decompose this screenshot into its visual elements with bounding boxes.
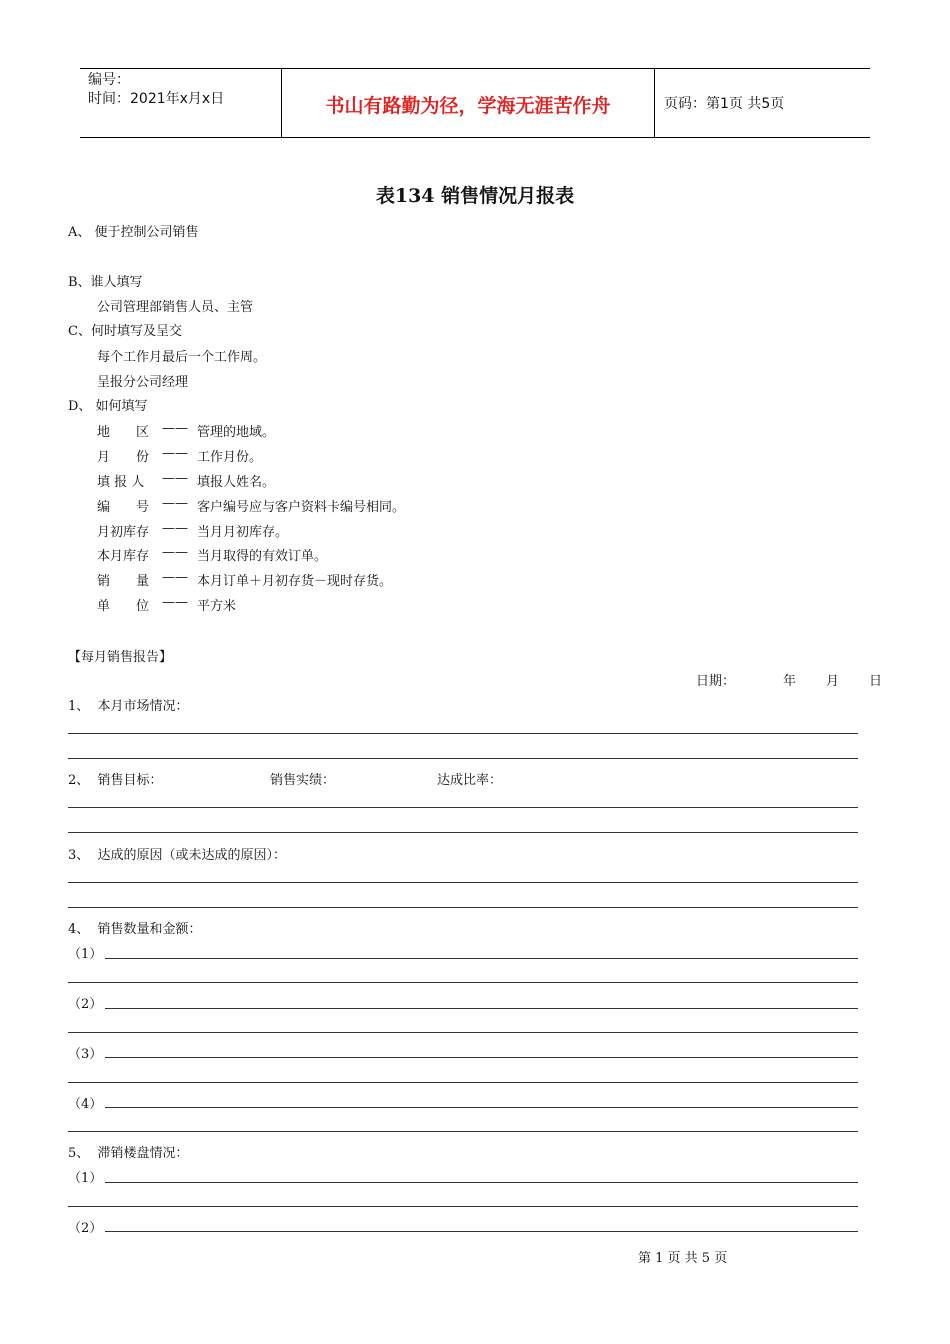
- field-label: 单 位: [97, 599, 150, 614]
- date-label: 日期：: [696, 674, 736, 689]
- section-c-text: 呈报分公司经理: [97, 375, 189, 390]
- field-dash: ——: [162, 446, 188, 461]
- field-desc: 当月月初库存。: [197, 525, 289, 540]
- achievement-rate-label: 达成比率：: [437, 773, 503, 788]
- section-a-heading: A、 便于控制公司销售: [68, 225, 199, 240]
- field-dash: ——: [162, 545, 188, 560]
- report-item-4: 4、 销售数量和金额：: [68, 922, 202, 937]
- field-dash: ——: [162, 570, 188, 585]
- field-label: 填 报 人: [97, 475, 145, 490]
- field-label: 本月库存: [97, 549, 150, 564]
- report-item-5: 5、 滞销楼盘情况：: [68, 1146, 189, 1161]
- field-label: 编 号: [97, 500, 150, 515]
- section-c-text: 每个工作月最后一个工作周。: [97, 350, 267, 365]
- field-desc: 当月取得的有效订单。: [197, 549, 328, 564]
- fill-line[interactable]: [68, 907, 858, 908]
- field-label: 月 份: [97, 450, 150, 465]
- report-item-3: 3、 达成的原因（或未达成的原因）：: [68, 848, 287, 863]
- field-label: 地 区: [97, 425, 150, 440]
- header-left: [88, 71, 224, 109]
- fill-line[interactable]: [68, 882, 858, 883]
- field-desc: 平方米: [197, 599, 237, 614]
- field-label: 销 量: [97, 574, 150, 589]
- field-dash: ——: [162, 471, 188, 486]
- fill-line[interactable]: [68, 1032, 858, 1033]
- field-desc: 工作月份。: [197, 450, 263, 465]
- sub-item-label: （4）: [68, 1097, 103, 1112]
- section-b-text: 公司管理部销售人员、主管: [97, 300, 254, 315]
- field-label: 月初库存: [97, 525, 150, 540]
- sub-item-label: （1）: [68, 947, 103, 962]
- sub-item-label: （2）: [68, 997, 103, 1012]
- sub-item-label: （3）: [68, 1047, 103, 1062]
- section-d-heading: D、 如何填写: [68, 399, 148, 414]
- field-desc: 管理的地域。: [197, 425, 276, 440]
- date-month: 月: [826, 674, 840, 689]
- time-label: 时间：2021年x月x日: [88, 91, 225, 107]
- field-dash: ——: [162, 595, 188, 610]
- fill-line[interactable]: [68, 982, 858, 983]
- field-desc: 填报人姓名。: [197, 475, 276, 490]
- sub-item-label: （2）: [68, 1221, 103, 1236]
- section-b-heading: B、谁人填写: [68, 275, 143, 290]
- fill-line[interactable]: [105, 1008, 858, 1009]
- fill-line[interactable]: [68, 1082, 858, 1083]
- fill-line[interactable]: [105, 1107, 858, 1108]
- fill-line[interactable]: [68, 807, 858, 808]
- sales-actual-label: 销售实绩：: [270, 773, 336, 788]
- document-header: [80, 68, 870, 138]
- header-divider: [654, 69, 655, 137]
- page-title: 表134 销售情况月报表: [375, 185, 575, 207]
- field-dash: ——: [162, 496, 188, 511]
- fill-line[interactable]: [68, 1206, 858, 1207]
- fill-line[interactable]: [68, 1131, 858, 1132]
- number-label: 编号：: [88, 72, 130, 88]
- field-dash: ——: [162, 421, 188, 436]
- fill-line[interactable]: [105, 1182, 858, 1183]
- field-desc: 本月订单＋月初存货－现时存货。: [197, 574, 393, 589]
- fill-line[interactable]: [68, 832, 858, 833]
- report-item-1: 1、 本月市场情况：: [68, 699, 189, 714]
- sub-item-label: （1）: [68, 1171, 103, 1186]
- field-dash: ——: [162, 521, 188, 536]
- field-desc: 客户编号应与客户资料卡编号相同。: [197, 500, 406, 515]
- header-motto: 书山有路勤为径，学海无涯苦作舟: [325, 95, 611, 117]
- fill-line[interactable]: [68, 758, 858, 759]
- section-c-heading: C、何时填写及呈交: [68, 324, 182, 339]
- report-heading: 【每月销售报告】: [68, 650, 173, 665]
- fill-line[interactable]: [105, 1057, 858, 1058]
- page-footer: 第 1 页 共 5 页: [638, 1251, 728, 1266]
- date-day: 日: [869, 674, 883, 689]
- report-item-2: 2、 销售目标：: [68, 773, 163, 788]
- date-year: 年: [783, 674, 797, 689]
- header-page-info: 页码：第1页 共5页: [664, 96, 785, 112]
- fill-line[interactable]: [105, 958, 858, 959]
- fill-line[interactable]: [68, 733, 858, 734]
- fill-line[interactable]: [105, 1231, 858, 1232]
